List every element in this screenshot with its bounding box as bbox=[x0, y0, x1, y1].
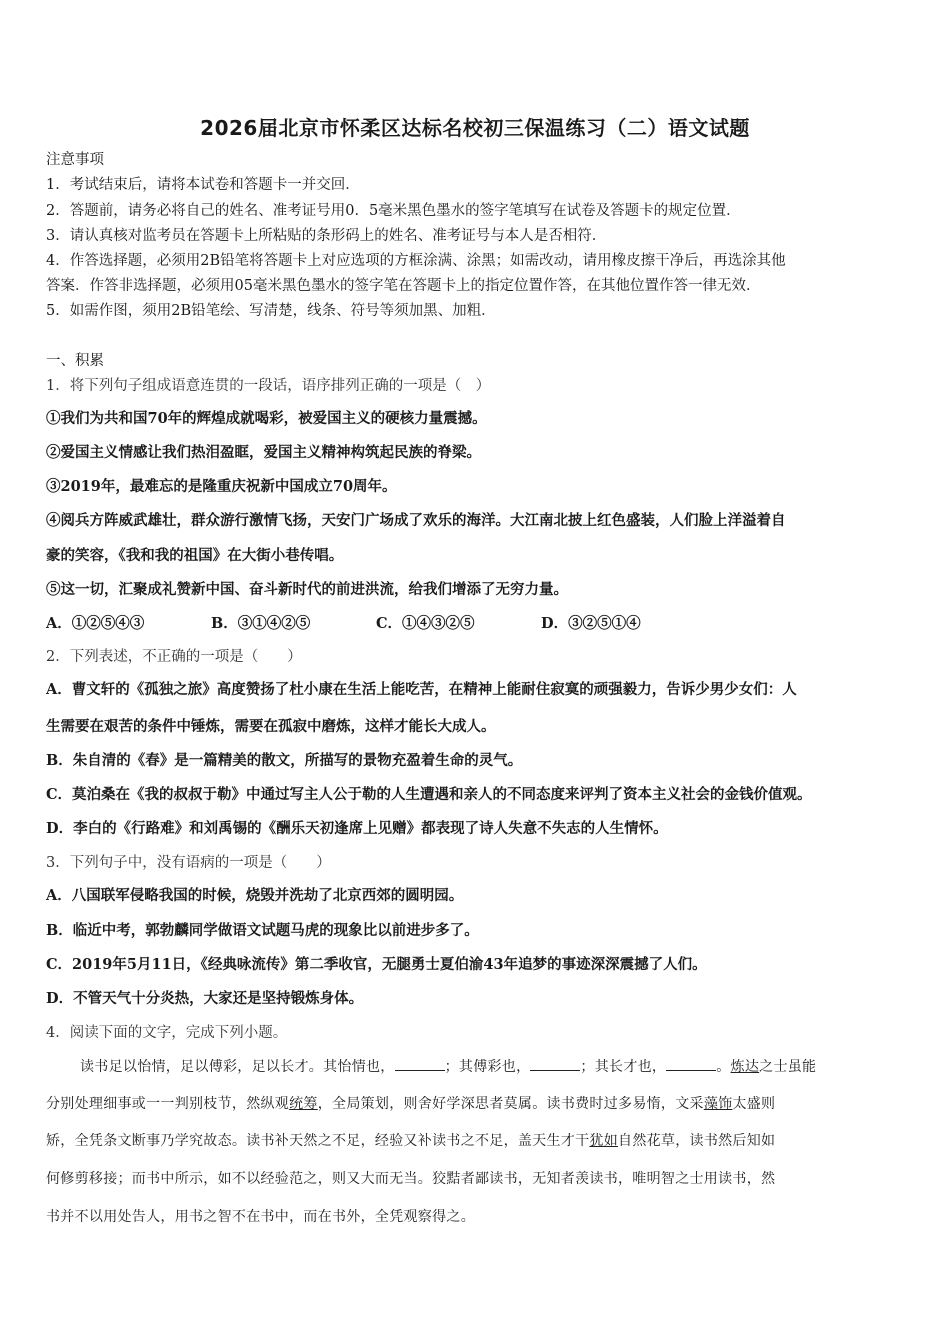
underlined-word-youru: 犹如 bbox=[589, 1133, 619, 1149]
q1-sentence-3: ③2019年，最难忘的是隆重庆祝新中国成立70周年。 bbox=[46, 478, 397, 495]
reading-line-3: 矫，全凭条文断事乃学究故态。读书补天然之不足，经验又补读书之不足，盖天生才干犹如自然花草，读书然后知如 bbox=[46, 1133, 776, 1149]
q2-option-c[interactable]: C．莫泊桑在《我的叔叔于勒》中通过写主人公于勒的人生遭遇和亲人的不同态度来评判了资本主义社会的金钱价值观。 bbox=[46, 786, 812, 803]
underlined-word-tongchou: 统筹 bbox=[289, 1096, 318, 1112]
reading-line-5: 书并不以用处告人，用书之智不在书中，而在书外，全凭观察得之。 bbox=[46, 1209, 475, 1225]
notice-heading: 注意事项 bbox=[46, 152, 104, 168]
q1-options bbox=[46, 614, 706, 634]
notice-item-5: 5．如需作图，须用2B铅笔绘、写清楚，线条、符号等须加黑、加粗． bbox=[46, 303, 496, 319]
q1-option-d[interactable]: D．③②⑤①④ bbox=[541, 615, 641, 632]
q4-stem: 4．阅读下面的文字，完成下列小题。 bbox=[46, 1025, 288, 1041]
answer-blank-3[interactable] bbox=[666, 1056, 716, 1071]
q1-stem: 1．将下列句子组成语意连贯的一段话，语序排列正确的一项是（ ） bbox=[46, 378, 491, 394]
q3-option-b[interactable]: B．临近中考，郭勃麟同学做语文试题马虎的现象比以前进步多了。 bbox=[46, 922, 479, 939]
q2-option-d[interactable]: D．李白的《行路难》和刘禹锡的《酬乐天初逢席上见赠》都表现了诗人失意不失志的人生情怀。 bbox=[46, 820, 668, 837]
underlined-word-liandan: 炼达 bbox=[730, 1059, 760, 1075]
q3-option-c[interactable]: C．2019年5月11日，《经典咏流传》第二季收官，无腿勇士夏伯渝43年追梦的事迹深深震撼了人们。 bbox=[46, 956, 707, 973]
q1-option-b[interactable]: B．③①④②⑤ bbox=[211, 615, 311, 632]
q1-option-a[interactable]: A．①②⑤④③ bbox=[46, 615, 145, 632]
section-heading: 一、积累 bbox=[46, 353, 104, 369]
notice-item-2: 2．答题前，请务必将自己的姓名、准考证号用0．5毫米黑色墨水的签字笔填写在试卷及答题卡的规定位置． bbox=[46, 203, 741, 219]
answer-blank-2[interactable] bbox=[530, 1056, 580, 1071]
reading-line-4: 何修剪移接；而书中所示，如不以经验范之，则又大而无当。狡黠者鄙读书，无知者羡读书，唯明智之士用读书，然 bbox=[46, 1171, 776, 1187]
q2-option-a[interactable]: A．曹文轩的《孤独之旅》高度赞扬了杜小康在生活上能吃苦，在精神上能耐住寂寞的顽强毅力，告诉少男少女们：人 bbox=[46, 681, 797, 698]
reading-line-2: 分别处理细事或一一判别枝节，然纵观统筹，全局策划，则舍好学深思者莫属。读书费时过多易惰，文采藻饰太盛则 bbox=[46, 1096, 776, 1112]
q1-option-c[interactable]: C．①④③②⑤ bbox=[376, 615, 475, 632]
q1-sentence-4-cont: 豪的笑容，《我和我的祖国》在大街小巷传唱。 bbox=[46, 547, 344, 564]
reading-line-1: 读书足以怡情，足以傅彩，足以长才。其怡情也， ；其傅彩也， ；其长才也， 。炼达之士虽能 bbox=[80, 1056, 910, 1077]
notice-item-4: 4．作答选择题，必须用2B铅笔将答题卡上对应选项的方框涂满、涂黑；如需改动，请用橡皮擦干净后，再选涂其他 bbox=[46, 253, 786, 269]
q3-stem: 3．下列句子中，没有语病的一项是（ ） bbox=[46, 855, 331, 871]
page-title: 2026届北京市怀柔区达标名校初三保温练习（二）语文试题 bbox=[200, 116, 750, 140]
q3-option-d[interactable]: D．不管天气十分炎热，大家还是坚持锻炼身体。 bbox=[46, 990, 364, 1007]
q1-sentence-1: ①我们为共和国70年的辉煌成就喝彩，被爱国主义的硬核力量震撼。 bbox=[46, 410, 487, 427]
q2-option-a-cont: 生需要在艰苦的条件中锤炼，需要在孤寂中磨炼，这样才能长大成人。 bbox=[46, 718, 496, 735]
underlined-word-zaoshi: 藻饰 bbox=[703, 1096, 733, 1112]
notice-item-4-cont: 答案．作答非选择题，必须用05毫米黑色墨水的签字笔在答题卡上的指定位置作答，在其他位置作答一律无效． bbox=[46, 278, 761, 294]
notice-item-3: 3．请认真核对监考员在答题卡上所粘贴的条形码上的姓名、准考证号与本人是否相符． bbox=[46, 228, 607, 244]
q2-option-b[interactable]: B．朱自清的《春》是一篇精美的散文，所描写的景物充盈着生命的灵气。 bbox=[46, 752, 523, 769]
answer-blank-1[interactable] bbox=[395, 1056, 445, 1071]
q2-stem: 2．下列表述，不正确的一项是（ ） bbox=[46, 649, 302, 665]
q3-option-a[interactable]: A．八国联军侵略我国的时候，烧毁并洗劫了北京西郊的圆明园。 bbox=[46, 887, 464, 904]
q1-sentence-5: ⑤这一切，汇聚成礼赞新中国、奋斗新时代的前进洪流，给我们增添了无穷力量。 bbox=[46, 581, 568, 598]
notice-item-1: 1．考试结束后，请将本试卷和答题卡一并交回． bbox=[46, 177, 360, 193]
q1-sentence-4: ④阅兵方阵威武雄壮，群众游行激情飞扬，天安门广场成了欢乐的海洋。大江南北披上红色盛装，人们脸上洋溢着自 bbox=[46, 512, 786, 529]
q1-sentence-2: ②爱国主义情感让我们热泪盈眶，爱国主义精神构筑起民族的脊梁。 bbox=[46, 444, 481, 461]
